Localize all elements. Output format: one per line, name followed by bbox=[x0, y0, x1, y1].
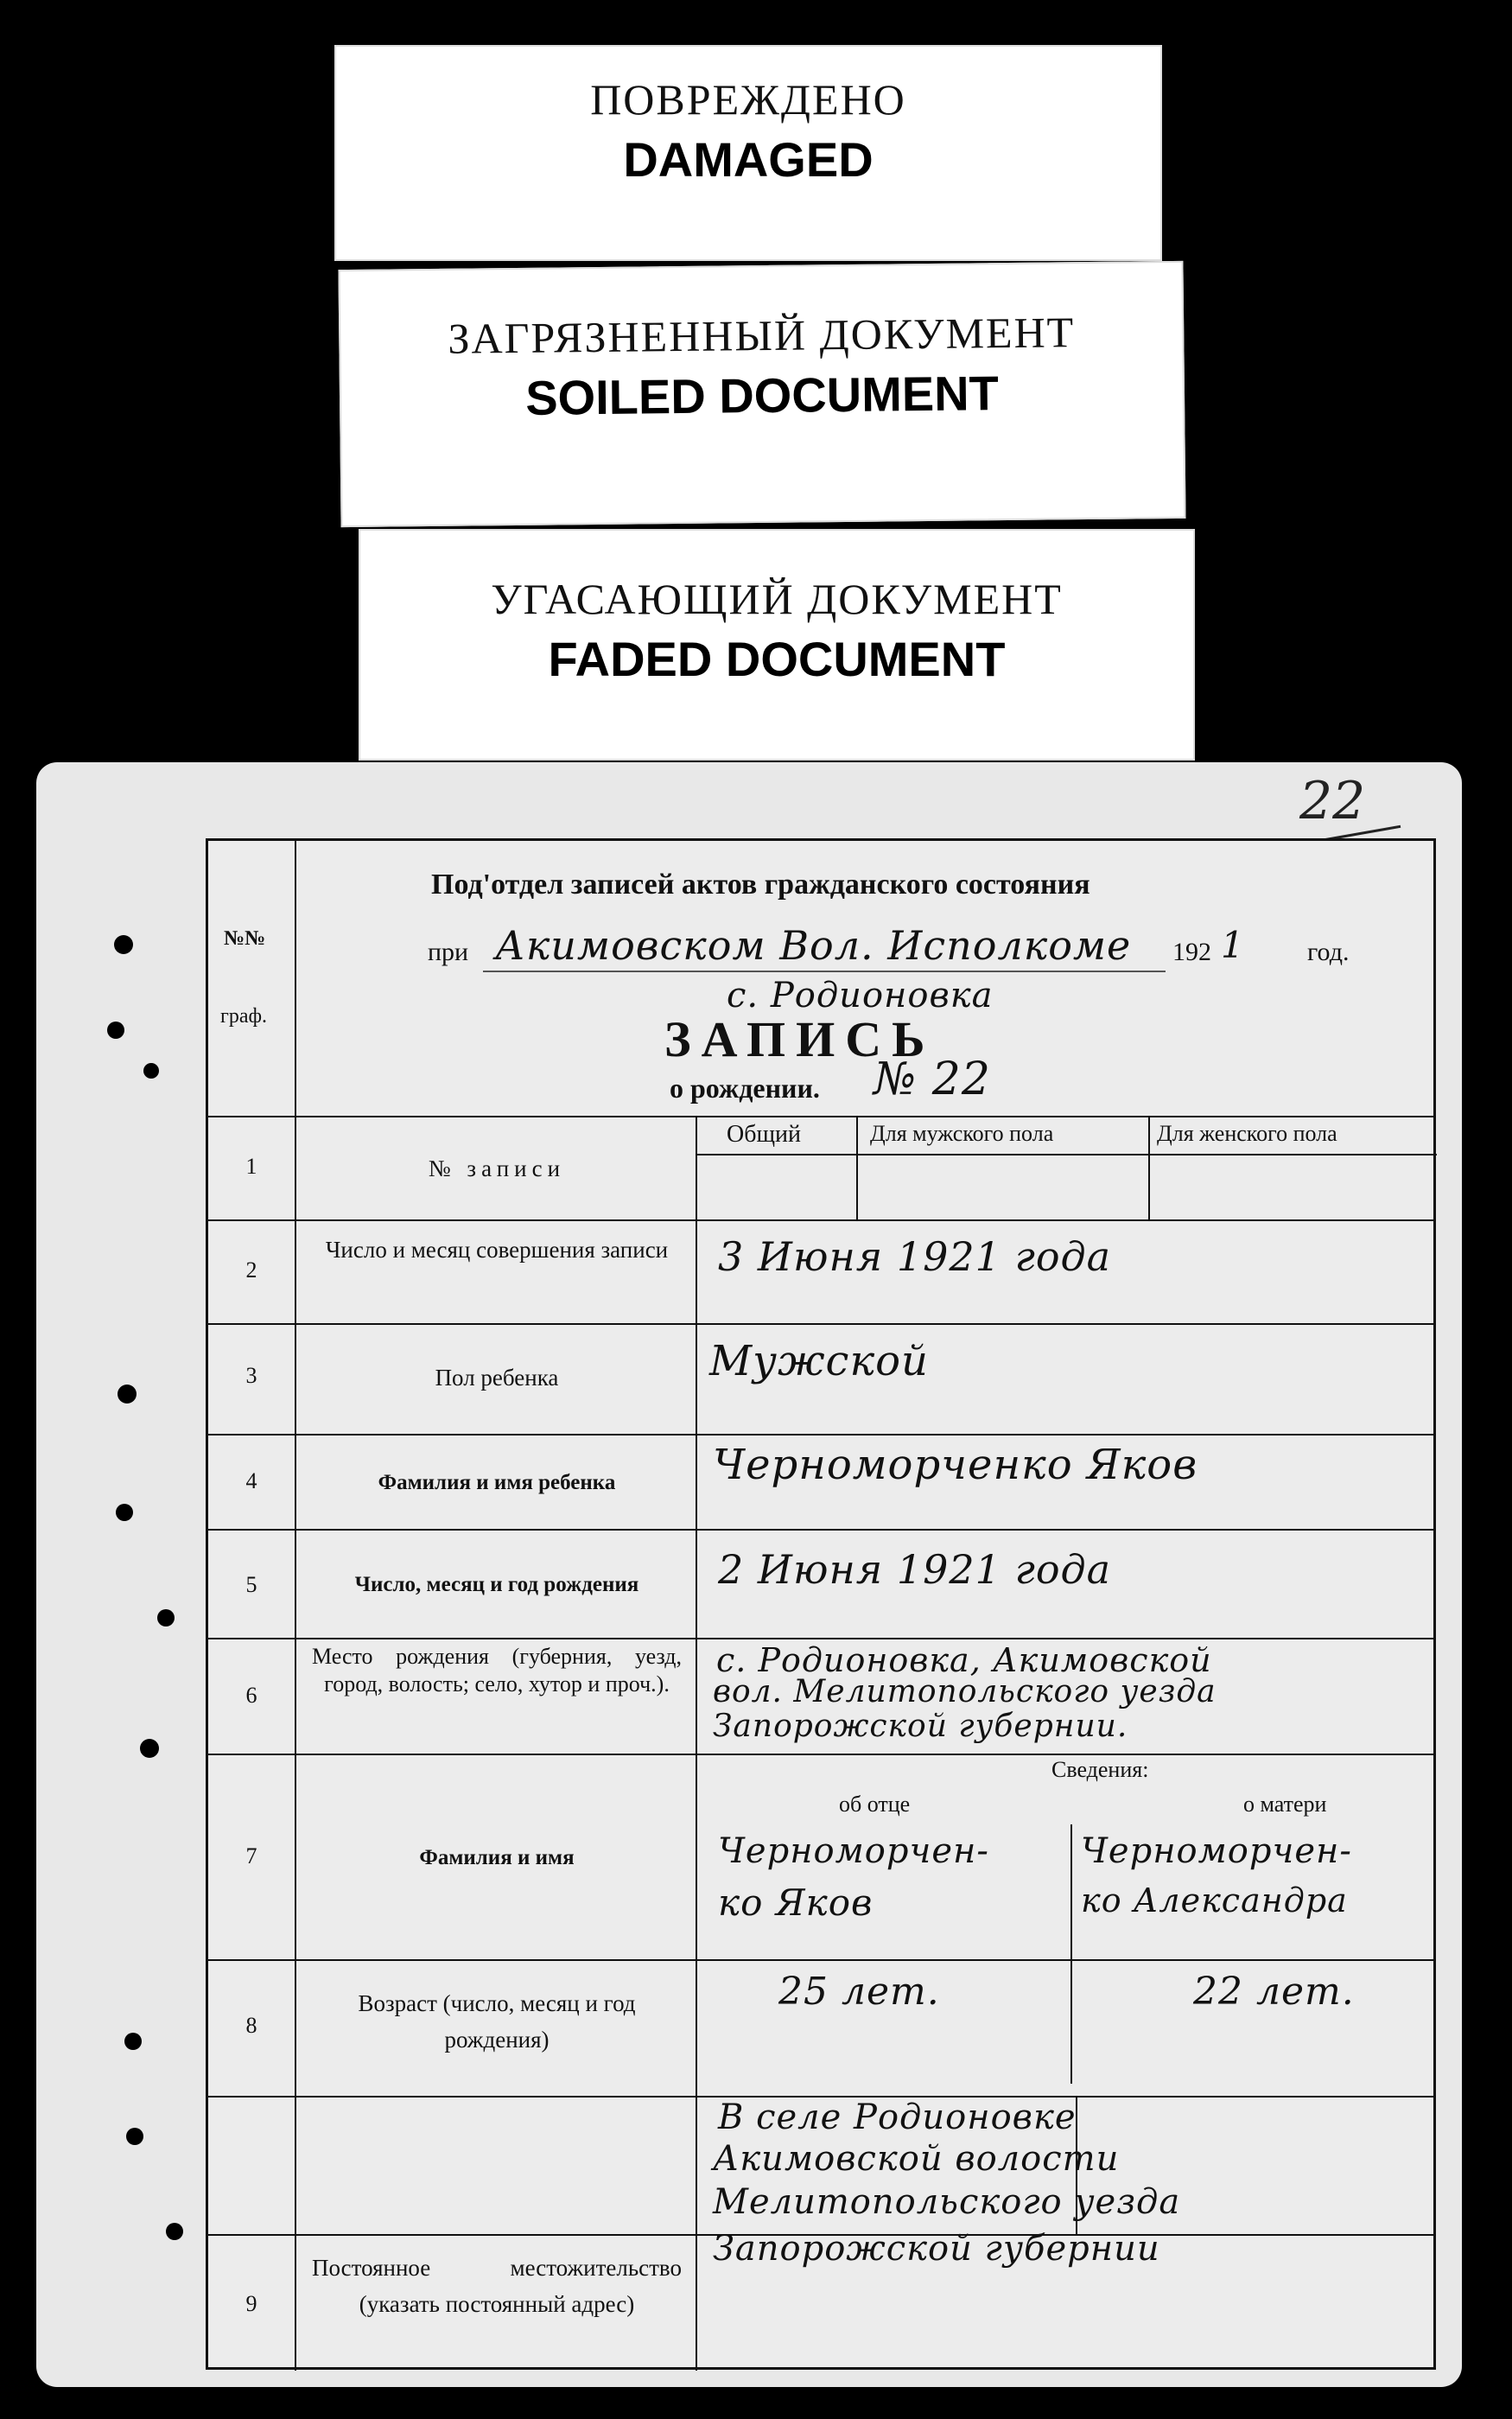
residence-line-3: Мелитопольского уезда bbox=[713, 2182, 1181, 2222]
col-mark-graf: граф. bbox=[220, 1005, 268, 1028]
row-divider bbox=[208, 1434, 1435, 1435]
parents-info-heading: Сведения: bbox=[1051, 1757, 1149, 1782]
father-name-line-1: Черноморчен- bbox=[718, 1831, 989, 1871]
soiled-label-en: SOILED DOCUMENT bbox=[524, 366, 1000, 425]
punch-hole bbox=[118, 1385, 137, 1404]
office-title: Под'отдел записей актов гражданского состояния bbox=[431, 869, 1090, 901]
row-label-parents-name: Фамилия и имя bbox=[419, 1846, 575, 1869]
row-label-record-no: № записи bbox=[428, 1155, 566, 1181]
year-label: год. bbox=[1307, 938, 1350, 966]
residence-line-1: В селе Родионовке bbox=[718, 2098, 1077, 2137]
faded-label-ru: УГАСАЮЩИЙ ДОКУМЕНТ bbox=[491, 575, 1063, 623]
punch-hole bbox=[143, 1063, 159, 1079]
row-divider bbox=[208, 1323, 1435, 1325]
column-divider bbox=[856, 1116, 858, 1219]
father-column-heading: об отце bbox=[839, 1792, 911, 1817]
record-number-handwritten: № 22 bbox=[874, 1054, 991, 1105]
residence-line-4: Запорожской губернии bbox=[713, 2229, 1160, 2269]
father-age-value: 25 лет. bbox=[778, 1970, 940, 2014]
record-date-value: 3 Июня 1921 года bbox=[718, 1233, 1112, 1280]
row-label-record-date: Число и месяц совершения записи bbox=[325, 1237, 669, 1263]
row-divider bbox=[208, 1219, 1435, 1221]
child-name-value: Черноморченко Яков bbox=[713, 1441, 1198, 1489]
mother-column-heading: о матери bbox=[1243, 1792, 1327, 1817]
year-handwritten: 1 bbox=[1221, 924, 1245, 966]
birth-subheading: о рождении. bbox=[670, 1073, 820, 1104]
row-divider bbox=[208, 1959, 1435, 1961]
row-number: 9 bbox=[245, 2291, 257, 2316]
col-male: Для мужского пола bbox=[870, 1121, 1054, 1146]
birth-date-value: 2 Июня 1921 года bbox=[718, 1546, 1112, 1593]
birth-record-form bbox=[206, 838, 1436, 2370]
soiled-label-ru: ЗАГРЯЗНЕННЫЙ ДОКУМЕНТ bbox=[448, 308, 1076, 363]
page-number: 22 bbox=[1299, 771, 1366, 831]
birth-place-line-3: Запорожской губернии. bbox=[713, 1709, 1128, 1744]
row-label-sex: Пол ребенка bbox=[435, 1365, 559, 1391]
mother-name-line-2: ко Александра bbox=[1081, 1881, 1348, 1919]
row-label-birth-date: Число, месяц и год рождения bbox=[354, 1573, 639, 1596]
birth-record-card bbox=[36, 762, 1462, 2387]
residence-line-2: Акимовской волости bbox=[713, 2139, 1120, 2179]
faded-label-en: FADED DOCUMENT bbox=[548, 632, 1006, 686]
record-heading: ЗАПИСЬ bbox=[664, 1011, 936, 1067]
column-divider bbox=[295, 841, 296, 2371]
father-name-line-2: ко Яков bbox=[718, 1881, 874, 1924]
village-handwritten: с. Родионовка bbox=[727, 976, 994, 1015]
mother-name-line-1: Черноморчен- bbox=[1081, 1831, 1352, 1871]
row-divider bbox=[208, 1754, 1435, 1755]
row-divider bbox=[208, 1638, 1435, 1639]
punch-hole bbox=[126, 2128, 143, 2145]
punch-hole bbox=[166, 2223, 183, 2240]
punch-hole bbox=[124, 2033, 142, 2050]
row-label-birth-place: Место рождения (губерния, уезд, город, волость; село, хутор и проч.). bbox=[312, 1644, 682, 1696]
row-label-residence: Постоянное местожительство (указать постоянный адрес) bbox=[312, 2255, 682, 2317]
column-divider bbox=[1148, 1116, 1150, 1219]
faded-label bbox=[359, 529, 1195, 761]
punch-hole bbox=[157, 1609, 175, 1626]
pri-label: при bbox=[428, 938, 469, 966]
punch-hole bbox=[114, 935, 133, 954]
row-number: 8 bbox=[245, 2013, 257, 2038]
mother-age-value: 22 лет. bbox=[1193, 1970, 1355, 2014]
row-divider bbox=[696, 1154, 1437, 1155]
damaged-label bbox=[334, 45, 1162, 261]
row-divider bbox=[208, 1529, 1435, 1531]
col-female: Для женского пола bbox=[1157, 1121, 1337, 1146]
birth-place-line-1: с. Родионовка, Акимовской bbox=[716, 1641, 1212, 1679]
row-number: 5 bbox=[245, 1572, 257, 1597]
sex-value: Мужской bbox=[709, 1337, 929, 1385]
soiled-label bbox=[338, 261, 1185, 527]
punch-hole bbox=[140, 1739, 159, 1758]
col-general: Общий bbox=[727, 1121, 801, 1148]
dotted-line bbox=[483, 971, 1166, 972]
row-number: 1 bbox=[245, 1154, 257, 1179]
punch-hole bbox=[116, 1504, 133, 1521]
office-handwritten: Акимовском Вол. Исполкоме bbox=[495, 922, 1132, 969]
row-divider bbox=[208, 1116, 1435, 1117]
damaged-label-ru: ПОВРЕЖДЕНО bbox=[590, 75, 906, 124]
col-mark: №№ bbox=[224, 927, 266, 950]
row-number: 3 bbox=[245, 1363, 257, 1388]
year-prefix: 192 bbox=[1172, 938, 1211, 966]
punch-hole bbox=[107, 1022, 124, 1039]
row-number: 2 bbox=[245, 1257, 257, 1283]
row-number: 7 bbox=[245, 1843, 257, 1868]
row-number: 6 bbox=[245, 1683, 257, 1708]
column-divider bbox=[1070, 1824, 1072, 2084]
row-label-parents-age: Возраст (число, месяц и год рождения) bbox=[358, 1990, 636, 2053]
column-divider bbox=[696, 1116, 697, 2371]
row-number: 4 bbox=[245, 1468, 257, 1493]
damaged-label-en: DAMAGED bbox=[623, 132, 874, 187]
birth-place-line-2: вол. Мелитопольского уезда bbox=[713, 1674, 1217, 1709]
row-label-child-name: Фамилия и имя ребенка bbox=[378, 1471, 616, 1494]
